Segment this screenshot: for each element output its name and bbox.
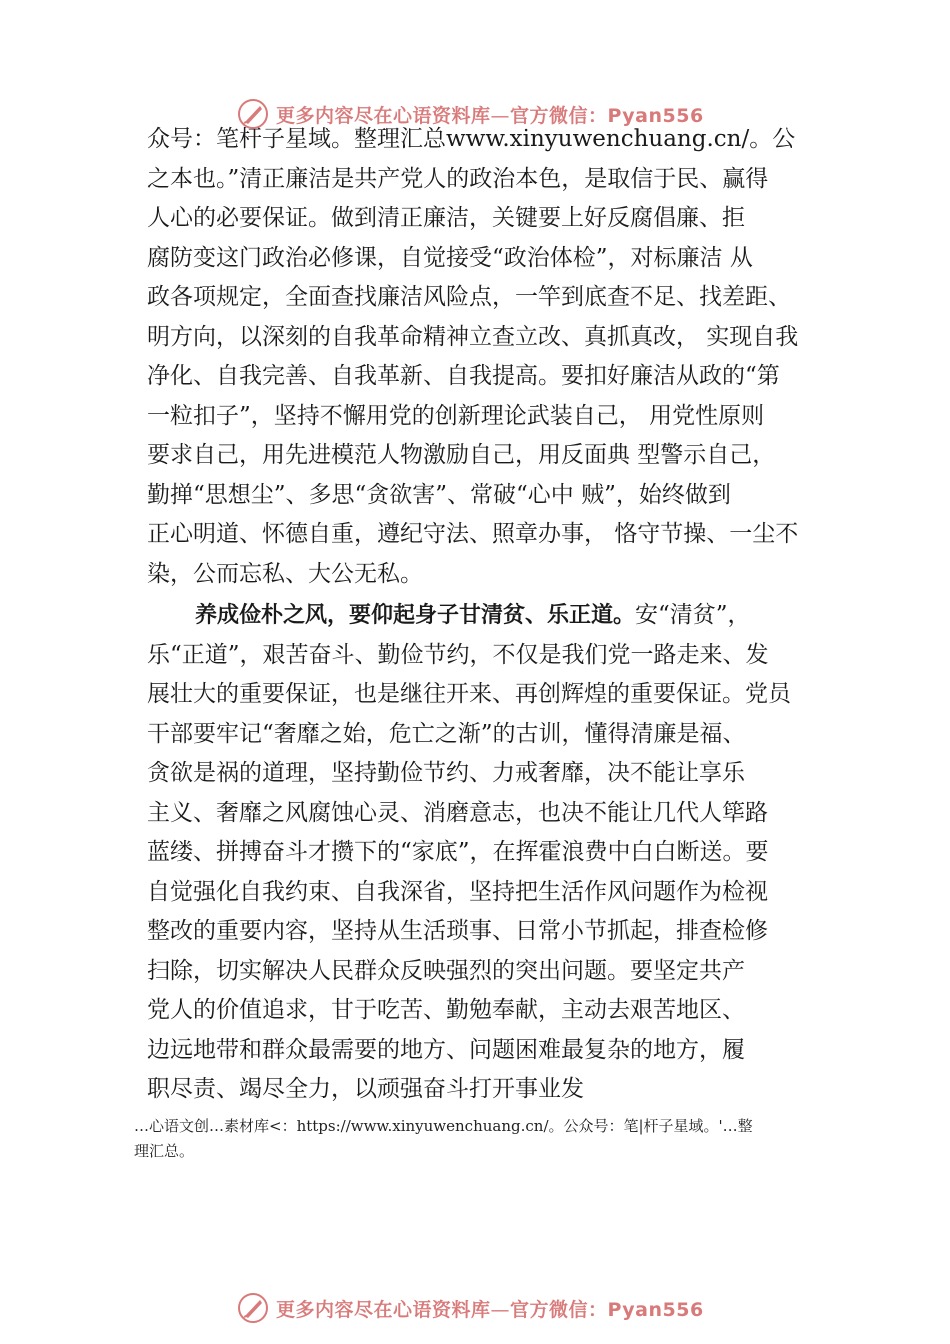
text-line: 蓝缕、拼搏奋斗才攒下的“家底”，在挥霍浪费中白白断送。要 [147,839,769,865]
text-line: 贪欲是祸的道理，坚持勤俭节约、力戒奢靡，决不能让享乐 [147,760,745,786]
text-line: 整改的重要内容，坚持从生活琐事、日常小节抓起，排查检修 [147,918,768,944]
watermark-title: 更多内容尽在心语资料库 [276,104,491,127]
text-line: 政各项规定，全面查找廉洁风险点，一竿到底查不足、找差距、 [147,284,791,310]
text-line: 明方向，以深刻的自我革命精神立查立改、真抓真改， 实现自我 [147,323,799,350]
paragraph-2-first-line [147,596,827,636]
heading-tail: 安“清贫”， [635,602,751,628]
text-line: 染，公而忘私、大公无私。 [147,560,423,587]
watermark-bottom [236,1290,704,1326]
watermark-contact: 官方微信：Pyan556 [510,104,704,127]
text-line: 人心的必要保证。做到清正廉洁，关键要上好反腐倡廉、拒 [147,205,745,231]
watermark-dash: — [490,104,511,127]
paragraph-1 [147,120,827,594]
paragraph-heading: 养成俭朴之风，要仰起身子甘清贫、乐正道。 [195,603,636,628]
text-line: 众号：笔杆子星域。整理汇总www.xinyuwenchuang.cn/。公 [147,126,796,152]
text-line: 扫除，切实解决人民群众反映强烈的突出问题。要坚定共产 [147,957,745,984]
text-line: 展壮大的重要保证，也是继往开来、再创辉煌的重要保证。党员 [147,681,791,707]
text-line: 干部要牢记“奢靡之始，危亡之渐”的古训，懂得清廉是福、 [147,720,746,747]
text-line: 腐防变这门政治必修课，自觉接受“政治体检”，对标廉洁 从 [147,244,753,271]
text-line: 一粒扣子”，坚持不懈用党的创新理论武装自己， 用党性原则 [147,402,765,429]
text-line: 自觉强化自我约束、自我深省，坚持把生活作风问题作为检视 [147,878,768,905]
text-line: 要求自己，用先进模范人物激励自己，用反面典 型警示自己， [147,442,776,468]
quill-seal-icon [236,1291,270,1325]
watermark-dash: — [490,1298,511,1321]
text-line: 之本也。”清正廉洁是共产党人的政治本色，是取信于民、赢得 [147,165,769,192]
watermark-contact: 官方微信：Pyan556 [510,1298,704,1321]
source-note [134,1114,834,1164]
text-line: 乐“正道”，艰苦奋斗、勤俭节约，不仅是我们党一路走来、发 [147,641,769,668]
text-line: 净化、自我完善、自我革新、自我提高。要扣好廉洁从政的“第 [147,363,780,389]
source-note-line: 理汇总。 [134,1142,195,1160]
text-line: 勤掸“思想尘”、多思“贪欲害”、常破“心中 贼”，始终做到 [147,481,731,508]
text-line: 正心明道、怀德自重，遵纪守法、照章办事， 恪守节操、一尘不 [147,521,799,547]
text-line: 党人的价值追求，甘于吃苦、勤勉奉献，主动去艰苦地区、 [147,997,745,1023]
text-line: 主义、奢靡之风腐蚀心灵、消磨意志，也决不能让几代人筚路 [147,799,768,826]
watermark-title: 更多内容尽在心语资料库 [276,1298,491,1321]
source-note-line: …心语文创…素材库<：https://www.xinyuwenchuang.cn/。公众号：笔|杆子星域。'…整 [134,1117,753,1135]
paragraph-2 [147,596,827,1110]
text-line: 边远地带和群众最需要的地方、问题困难最复杂的地方，履 [147,1036,745,1063]
text-line: 职尽责、竭尽全力，以顽强奋斗打开事业发 [147,1076,584,1102]
